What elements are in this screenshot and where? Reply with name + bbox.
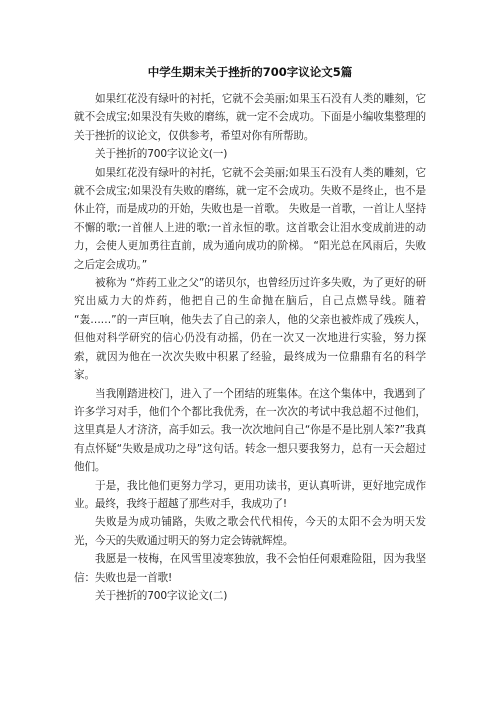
document-title: 中学生期末关于挫折的700字议论文5篇 xyxy=(147,65,353,79)
document-page xyxy=(74,64,426,605)
intro-paragraph: 如果红花没有绿叶的衬托，它就不会美丽;如果玉石没有人类的雕刻，它就不会成宝;如果没有失败的磨练，就一定不会成功。下面是小编收集整理的关于挫折的议论文，仅供参考，希望对你有所帮助。 xyxy=(74,93,426,142)
body-paragraph-2: 被称为 “炸药工业之父”的诺贝尔，也曾经历过许多失败，为了更好的研究出威力大的炸药，他把自己的生命抛在脑后，自己点燃导线。随着 “轰……”的一声巨响，他失去了自己的亲人，他的父亲也被炸成了残疾人，但他对科学研究的信心仍没有动摇，仍在一次又一次地进行实验，努力探索，就因为他在一次次失败中积累了经验，最终成为一位鼎鼎有名的科学家。 xyxy=(74,277,426,382)
body-paragraph-5: 失败是为成功铺路，失败之歌会代代相传，今天的太阳不会为明天发光，今天的失败通过明天的努力定会铸就辉煌。 xyxy=(74,516,426,547)
section-2-heading: 关于挫折的700字议论文(二) xyxy=(95,589,228,602)
body-paragraph-4: 于是，我比他们更努力学习，更用功读书，更认真听讲，更好地完成作业。最终，我终于超越了那些对手，我成功了! xyxy=(74,479,426,510)
body-paragraph-1: 如果红花没有绿叶的衬托，它就不会美丽;如果玉石没有人类的雕刻，它就不会成宝;如果没有失败的磨练，就一定不会成功。失败不是终止，也不是休止符，而是成功的开始，失败也是一首歌。 失败是一首歌，一首让人坚持不懈的歌;一首催人上进的歌;一首永恒的歌。这首歌会让泪水变成前进的动力，会使人更加勇往直前，成为通向成功的阶梯。 “阳光总在风雨后，失败之后定会成功。” xyxy=(74,166,426,271)
section-1-heading: 关于挫折的700字议论文(一) xyxy=(95,148,228,161)
body-paragraph-3: 当我刚踏进校门，进入了一个团结的班集体。在这个集体中，我遇到了许多学习对手，他们个个都比我优秀，在一次次的考试中我总超不过他们，这里真是人才济济，高手如云。我一次次地问自己“你是不是比别人笨?”我真有点怀疑“失败是成功之母”这句话。转念一想只要我努力，总有一天会超过他们。 xyxy=(74,387,426,474)
body-paragraph-6: 我愿是一枝梅，在风雪里凌寒独放，我不会怕任何艰难险阻，因为我坚信：失败也是一首歌! xyxy=(74,553,426,584)
